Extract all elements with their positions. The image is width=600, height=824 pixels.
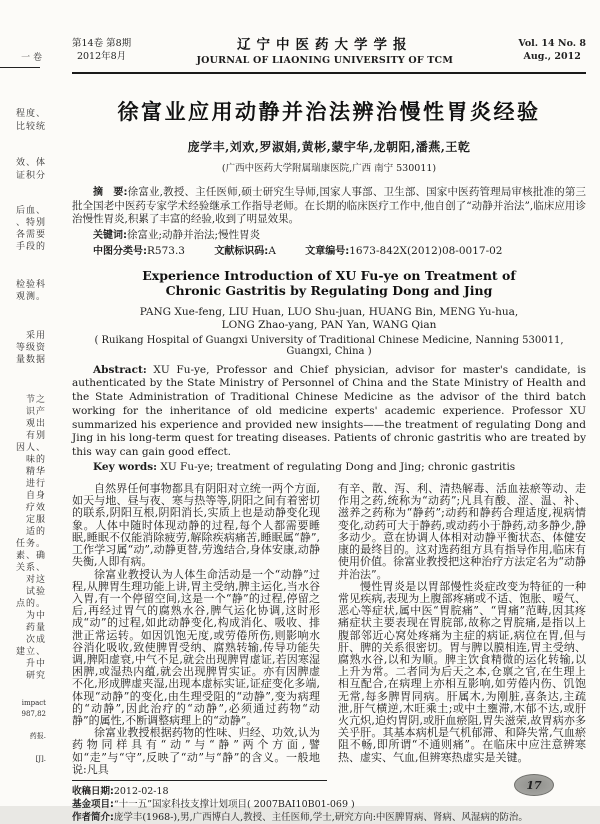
margin-fragment: 精华 (25, 467, 46, 477)
margin-fragment: 味的 (25, 455, 46, 465)
margin-fragment: 关系、 (15, 563, 46, 573)
keywords-en-line (72, 461, 586, 473)
margin-fragment: 素、确 (15, 551, 46, 561)
page-number: 17 (526, 778, 542, 792)
abstract-cn-label: 摘 要: (93, 187, 128, 198)
margin-fragment: 进行 (25, 479, 46, 489)
margin-fragment: 升中 (25, 659, 46, 669)
journal-title-block (196, 33, 453, 66)
margin-fragment: 后血、 (15, 206, 46, 216)
margin-fragment: 检验科 (15, 280, 46, 290)
margin-fragment: 点的。 (15, 599, 46, 609)
margin-fragment: 疗效 (25, 503, 46, 513)
margin-fragment: impact (21, 699, 46, 707)
keywords-cn-text: 徐富业;动静并治法;慢性胃炎 (127, 228, 261, 241)
fund-line (72, 798, 586, 811)
affiliation-en: ( Ruikang Hospital of Guangxi University of Traditional Chinese Medicine, Nanning 530011, Guangxi, China ) (94, 334, 564, 357)
abstract-cn (72, 186, 586, 227)
header-rule (72, 72, 586, 74)
article-title-en (72, 268, 586, 298)
fund-value: “十一五”国家科技支撑计划项目( 2007BAI10B01-069 ) (113, 798, 355, 810)
margin-fragment: 比较统 (15, 122, 46, 132)
margin-fragment: 各需要 (15, 230, 46, 240)
margin-fragment: 手段的 (15, 242, 46, 252)
doccode-label: 文献标识码: (214, 245, 269, 257)
margin-fragment: 观出 (25, 419, 46, 429)
abstract-en (72, 364, 586, 461)
margin-fragment: 量数据 (15, 355, 46, 365)
footnote-rule (72, 780, 327, 781)
abstract-en-block (72, 364, 586, 461)
margin-fragment: 效、体 (15, 158, 46, 168)
header-issue-cn (72, 37, 131, 63)
body-paragraph: 徐富业教授根据药物的性味、归经、功效,认为药物同样具有“动”与“静”两个方面,譬如“走”与“守”,反映了“动”与“静”的含义。一般地说:凡具 (72, 726, 320, 776)
margin-fragment: 试验 (25, 587, 46, 597)
received-date-line (72, 785, 586, 798)
page-main (72, 0, 586, 824)
header-issue-en (518, 37, 586, 63)
abstract-cn-text: 徐富业,教授、主任医师,硕士研究生导师,国家人事部、卫生部、国家中医药管理局审核批准的第三批全国老中医药专家学术经验继承工作指导老师。在长期的临床医疗工作中,他自创了“动静并治法”,临床应用诊治慢性胃炎,积累了丰富的经验,收到了明显效果。 (72, 186, 586, 225)
author-bio-line (72, 811, 586, 824)
received-date-value: 2012-02-18 (113, 785, 169, 797)
doccode-group (214, 245, 276, 257)
article-id-group (305, 245, 502, 257)
journal-title-en: JOURNAL OF LIAONING UNIVERSITY OF TCM (196, 55, 454, 66)
issue-volume-cn: 第14卷 第8期 (72, 37, 132, 49)
body-columns (72, 483, 586, 776)
margin-fragment: 研究 (25, 671, 46, 681)
margin-volume-fragment: 一 卷 (21, 53, 42, 63)
footnotes-block (72, 780, 586, 824)
margin-fragment: 因人、 (15, 443, 46, 453)
page-number-badge (514, 774, 554, 796)
keywords-en-text: XU Fu-ye; treatment of regulating Dong and Jing; chronic gastritis (160, 461, 516, 474)
margin-fragment: 任务。 (15, 539, 46, 549)
journal-header (72, 33, 586, 66)
journal-title-cn: 辽宁中医药大学学报 (236, 37, 413, 53)
margin-fragment: 987,82 (21, 710, 46, 718)
margin-fragment: 自身 (25, 491, 46, 501)
margin-fragment: 采用 (25, 331, 46, 341)
margin-fragment: 程度、 (15, 109, 46, 119)
margin-fragment: 证积分 (15, 171, 46, 181)
margin-fragment: [J]. (35, 755, 46, 763)
affiliation-cn: (广西中医药大学附属瑞康医院,广西 南宁 530011) (221, 163, 437, 174)
issue-date-cn: 2012年8月 (76, 50, 127, 62)
body-paragraph: 徐富业教授认为人体生命活动是一个“动静”过程,从脾胃生理功能上讲,胃主受纳,脾主运化,当水谷入胃,有一个停留空间,这是一个“静”的过程,停留之后,再经过胃气的腐熟水谷,脾气运化协调,这时形成“动”的过程,如此动静变化,构成消化、吸收、排泄正常运转。如因饥饱无度,或劳倦所伤,则影响水谷消化吸收,致使脾胃受纳、腐熟转输,传导功能失调,脾阳虚衰,中气不足,就会出现脾胃虚证,若因寒湿困脾,或湿热内蕴,就会出现脾胃实证。亦有因脾虚不化,形成脾虚夹湿,出现本虚标实证,证症变化多端,体现“动静”的变化,由生理受阻的“动静”,变为病理的“动静”,因此治疗的“动静”,必须通过药物“动静”的属性,不断调整病理上的“动静”。 (72, 567, 320, 727)
margin-fragment: 节之 (25, 395, 46, 405)
abstract-en-text: XU Fu-ye, Professor and Chief physician, advisor for master's candidate, is authenticated by the State Ministry of Personnel of China and the State Ministry of Health and the State Administration of Traditional Chinese Medicine as the advisor of the third batch working for the inheritance of old medicine experts' academic experience. Professor XU summarized his experience and provided new insights——the treatment of regulating Dong and Jing in his long-term quest for treating diseases. Patients of chronic gastritis who are treated by this way can gain good effect. (72, 363, 586, 459)
article-id-value: 1673-842X(2012)08-0017-02 (349, 244, 503, 257)
clc-value: R573.3 (147, 244, 185, 257)
margin-fragment: 定服 (25, 515, 46, 525)
issue-date-en: Aug., 2012 (523, 50, 581, 62)
margin-fragment: 有别 (25, 431, 46, 441)
meta-line (72, 244, 586, 259)
title-en-line1: Experience Introduction of XU Fu-ye on Treatment of (142, 267, 516, 283)
margin-fragment: 建立、 (15, 647, 46, 657)
margin-fragment: 药量 (25, 623, 46, 633)
authors-en-line2: LONG Zhao-yang, PAN Yan, WANG Qian (221, 319, 437, 331)
doccode-value: A (268, 244, 276, 257)
margin-fragment: 等级资 (15, 343, 46, 353)
abstract-en-label: Abstract: (93, 363, 147, 376)
margin-fragment: 药报. (29, 732, 46, 740)
article-id-label: 文章编号: (305, 245, 350, 257)
body-paragraph-continuation: 有辛、散、泻、利、清热解毒、活血祛瘀等动、走作用之药,统称为“动药”;凡具有酸、涩、温、补、滋养之药称为“静药”;动药和静药合理适度,视病情变化,动药可大于静药,或动药小于静药,动多静少,静多动少。意在协调人体相对动静平衡状态、体健安康的最终目的。这对选药组方具有指导作用,临床有使用价值。徐富业教授把这种治疗方法定名为“动静并治法”。 (338, 482, 586, 581)
margin-fragment: 识产 (25, 407, 46, 417)
received-date-label: 收稿日期: (72, 785, 114, 797)
author-bio-label: 作者简介: (72, 811, 114, 823)
issue-volume-en: Vol. 14 No. 8 (518, 37, 586, 49)
title-en-line2: Chronic Gastritis by Regulating Dong and Jing (165, 282, 493, 298)
margin-fragment: 次成 (25, 635, 46, 645)
authors-cn: 庞学丰,刘欢,罗淑娟,黄彬,蒙宇华,龙朝阳,潘燕,王乾 (187, 140, 471, 154)
fund-label: 基金项目: (72, 798, 114, 810)
margin-rule (0, 67, 40, 68)
margin-fragment: 观测。 (15, 292, 46, 302)
body-left-column (72, 483, 320, 776)
author-bio-value: 庞学丰(1968-),男,广西博白人,教授、主任医师,学士,研究方向:中医脾胃病、肾病、风湿病的防治。 (113, 811, 528, 823)
margin-bleed-strip (0, 0, 50, 806)
body-paragraph: 慢性胃炎是以胃部慢性炎症改变为特征的一种常见疾病,表现为上腹部疼痛或不适、饱胀、嗳气、恶心等症状,属中医“胃脘痛”、“胃痛”范畴,因其疼痛症状主要表现在胃脘部,故称之胃脘痛,是指以上腹部邻近心窝处疼痛为主症的病证,病位在胃,但与肝、脾的关系很密切。胃与脾以膜相连,胃主受纳、腐熟水谷,以和为顺。脾主饮食精微的运化转输,以上升为常。二者同为后天之本,仓禀之官,在生理上相互配合,在病理上亦相互影响,如劳倦内伤、饥饱无常,每多脾胃同病。肝属木,为刚脏,喜条达,主疏泄,肝气横逆,木旺乘土;或中土壅滞,木郁不达,或肝火亢炽,迫灼胃阴,或肝血瘀阻,胃失滋荣,故胃病亦多关乎肝。其基本病机是气机郁滞、和降失常,气血瘀阻不畅,即所谓“不通则痛”。在临床中应注意辨寒热、虚实、气血,但辨寒热虚实是关键。 (338, 579, 586, 764)
keywords-en-label: Key words: (93, 461, 158, 474)
abstract-cn-block (72, 186, 586, 227)
margin-fragment: 为中 (25, 611, 46, 621)
margin-fragment: 对这 (25, 575, 46, 585)
margin-fragment: 、特别 (15, 218, 46, 228)
margin-fragment: 适的 (25, 527, 46, 537)
authors-en-line1: PANG Xue-feng, LIU Huan, LUO Shu-juan, HUANG Bin, MENG Yu-hua, (139, 305, 519, 318)
clc-group (93, 245, 185, 257)
keywords-cn-label: 关键词: (93, 229, 127, 241)
authors-en (72, 306, 586, 333)
body-paragraph: 自然界任何事物都具有阴阳对立统一两个方面,如天与地、昼与夜、寒与热等等,阴阳之间有着密切的联系,阴阳互根,阴阳消长,实质上也是动静变化现象。人体中随时体现动静的过程,每个人都需要睡眠,睡眠不仅能消除疲劳,解除疾病痛苦,睡眠属“静”,工作学习属“动”,动静更替,劳逸结合,身体安康,动静失衡,人即有病。 (72, 482, 320, 569)
article-title-cn: 徐富业应用动静并治法辨治慢性胃炎经验 (117, 99, 541, 124)
body-right-column (338, 483, 586, 776)
keywords-cn-line (72, 228, 586, 243)
clc-label: 中图分类号: (93, 245, 147, 257)
